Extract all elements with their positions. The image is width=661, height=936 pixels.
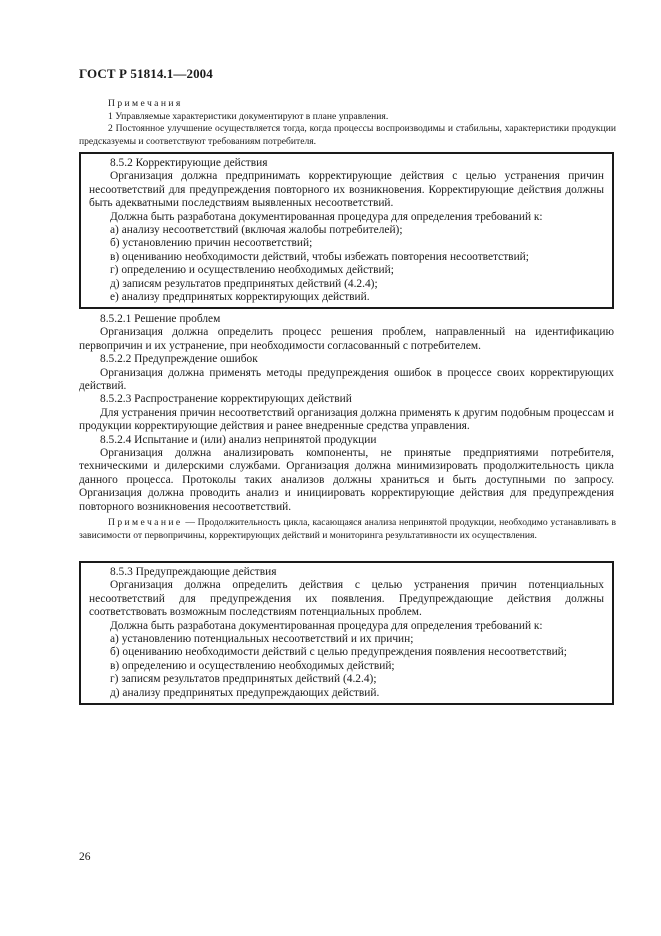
list-item: д) анализу предпринятых предупреждающих действий.: [110, 686, 380, 699]
note-body: — Продолжительность цикла, касающаяся анализа непринятой продукции, необходимо устанавливать в зависимости от первопричины, корректирующих действий и мониторинга результативности их осуществления.: [79, 517, 616, 541]
notes-top: [79, 98, 616, 148]
list-item: д) записям результатов предпринятых действий (4.2.4);: [110, 277, 378, 290]
list-item: в) определению и осуществлению необходимых действий;: [110, 659, 395, 672]
page-number: 26: [79, 851, 91, 863]
note-text: [79, 517, 616, 542]
subsections: [79, 313, 614, 514]
list-item: б) установлению причин несоответствий;: [110, 237, 313, 250]
paragraph: Организация должна определить действия с целью устранения причин потенциальных несоответствий для предупреждения их появления. Предупреждающие действия должны соответствовать возможным последствиям потенциальных проблем.: [89, 579, 604, 619]
note-item: 2 Постоянное улучшение осуществляется тогда, когда процессы воспроизводимы и стабильны, характеристики продукции предсказуемы и соответствуют требованиям потребителя.: [79, 123, 616, 147]
paragraph: Должна быть разработана документированная процедура для определения требований к:: [110, 210, 543, 223]
subsection-text: Для устранения причин несоответствий организация должна применять к другим подобным процессам и продукции корректирующие действия и ранее внедренные средства управления.: [79, 406, 614, 433]
section-heading: 8.5.2 Корректирующие действия: [110, 157, 268, 169]
section-box-corrective-actions: [79, 152, 614, 309]
subsection-heading: 8.5.2.3 Распространение корректирующих действий: [100, 393, 352, 406]
subsection-heading: 8.5.2.1 Решение проблем: [100, 313, 221, 325]
paragraph: Должна быть разработана документированная процедура для определения требований к:: [110, 619, 543, 632]
document-id: ГОСТ Р 51814.1—2004: [79, 66, 213, 81]
subsection-text: Организация должна анализировать компоненты, не принятые предприятиями потребителя, техническими и дилерскими службами. Организация должна минимизировать продолжительность цикла данного процесса. Протоколы таких анализов должны храниться и быть доступными по запросу. Организация должна проводить анализ и инициировать корректирующие действия для предупреждения повторного возникновения несоответствий.: [79, 447, 614, 513]
paragraph: Организация должна предпринимать корректирующие действия с целью устранения причин несоответствий для предупреждения повторного их возникновения. Корректирующие действия должны быть адекватными последствиям выявленных несоответствий.: [89, 170, 604, 210]
note-middle: [79, 517, 616, 542]
section-box-preventive-actions: [79, 561, 614, 705]
subsection-heading: 8.5.2.4 Испытание и (или) анализ непринятой продукции: [100, 433, 377, 446]
list-item: а) анализу несоответствий (включая жалобы потребителей);: [110, 224, 403, 237]
list-item: а) установлению потенциальных несоответствий и их причин;: [110, 633, 414, 646]
list-item: в) оцениванию необходимости действий, чтобы избежать повторения несоответствий;: [110, 250, 529, 263]
list-item: г) определению и осуществлению необходимых действий;: [110, 264, 394, 277]
list-item: г) записям результатов предпринятых действий (4.2.4);: [110, 673, 377, 686]
section-heading: 8.5.3 Предупреждающие действия: [110, 566, 277, 578]
subsection-text: Организация должна определить процесс решения проблем, направленный на идентификацию первопричин и их устранение, при необходимости согласованный с потребителем.: [79, 326, 614, 352]
subsection-heading: 8.5.2.2 Предупреждение ошибок: [100, 353, 258, 366]
list-item: е) анализу предпринятых корректирующих действий.: [110, 291, 370, 304]
note-item: 1 Управляемые характеристики документируют в плане управления.: [108, 110, 389, 122]
note-label: Примечание: [108, 517, 183, 528]
list-item: б) оцениванию необходимости действий с целью предупреждения появления несоответствий;: [110, 646, 567, 659]
subsection-text: Организация должна применять методы предупреждения ошибок в процессе своих корректирующих действий.: [79, 366, 614, 393]
notes-title: Примечания: [108, 98, 183, 109]
